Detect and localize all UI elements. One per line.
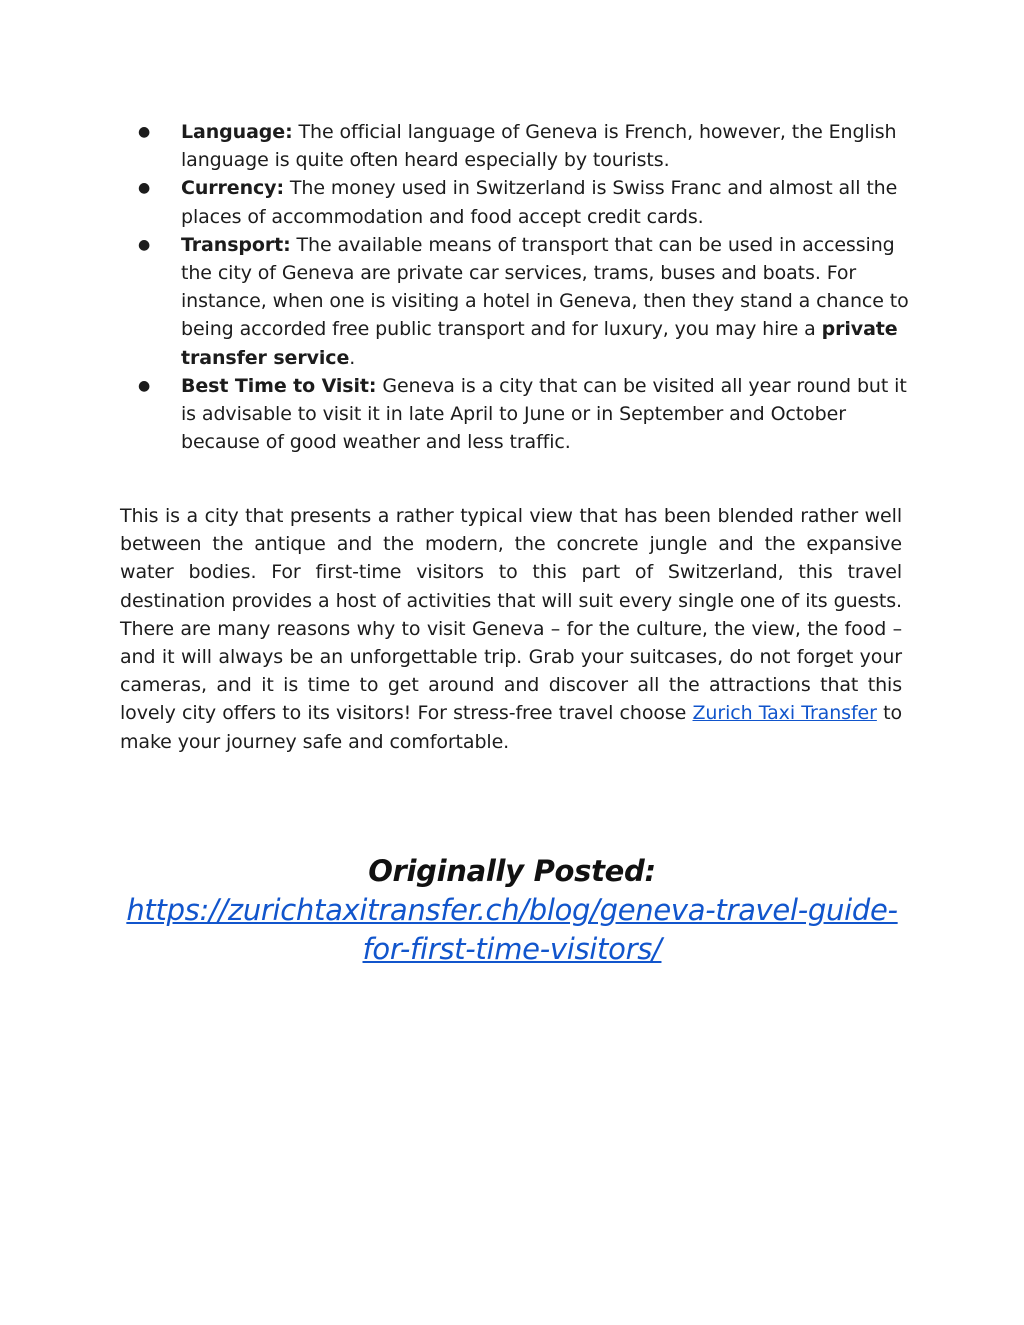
transport-label: Transport: [181, 233, 291, 256]
transport-text: The available means of transport that can be used in accessing the city of Geneva are private car services, trams, buses and boats. For instance, when one is visiting a hotel in Geneva, then they stand a chance to being accorded free public transport and for luxury, you may hire a [181, 233, 909, 341]
source-url-line2: for-first-time-visitors/ [362, 932, 662, 966]
best-time-text: Geneva is a city that can be visited all year round but it is advisable to visit it in late April to June or in September and October because of good weather and less traffic. [181, 374, 907, 454]
list-item-currency [120, 174, 910, 230]
transport-tail: . [349, 346, 356, 369]
list-item-language [120, 118, 910, 174]
language-text: The official language of Geneva is French, however, the English language is quite often heard especially by tourists. [181, 121, 897, 172]
currency-label: Currency: [181, 177, 284, 200]
best-time-label: Best Time to Visit: [181, 374, 377, 397]
bullet-icon: ● [138, 180, 151, 197]
zurich-taxi-transfer-link[interactable]: Zurich Taxi Transfer [692, 702, 877, 725]
bullet-icon: ● [138, 124, 151, 140]
travel-facts-list [120, 118, 910, 456]
originally-posted-heading: Originally Posted: [368, 854, 656, 888]
private-transfer-service-bold: private transfer service [181, 318, 898, 369]
paragraph-tail: to make your journey safe and comfortable. [120, 702, 902, 753]
currency-text: The money used in Switzerland is Swiss Franc and almost all the places of accommodation and food accept credit cards. [181, 177, 898, 228]
summary-paragraph [120, 502, 902, 756]
source-url-link[interactable] [126, 893, 897, 966]
language-label: Language: [181, 121, 293, 143]
paragraph-text: This is a city that presents a rather typical view that has been blended rather well between the antique and the modern, the concrete jungle and the expansive water bodies. For first-time visitors to this part of Switzerland, this travel destination provides a host of activities that will suit every single one of its guests. There are many reasons why to visit Geneva – for the culture, the view, the food – and it will always be an unforgettable trip. Grab your suitcases, do not forget your cameras, and it is time to get around and discover all the attractions that this lovely city offers to its visitors! For stress-free travel choose [120, 505, 902, 725]
list-item-transport [120, 231, 910, 372]
bullet-icon: ● [138, 236, 151, 253]
originally-posted-block [100, 852, 924, 969]
bullet-icon: ● [138, 377, 151, 394]
list-item-best-time [120, 372, 910, 457]
source-url-line1: https://zurichtaxitransfer.ch/blog/geneva-travel-guide- [126, 893, 898, 927]
